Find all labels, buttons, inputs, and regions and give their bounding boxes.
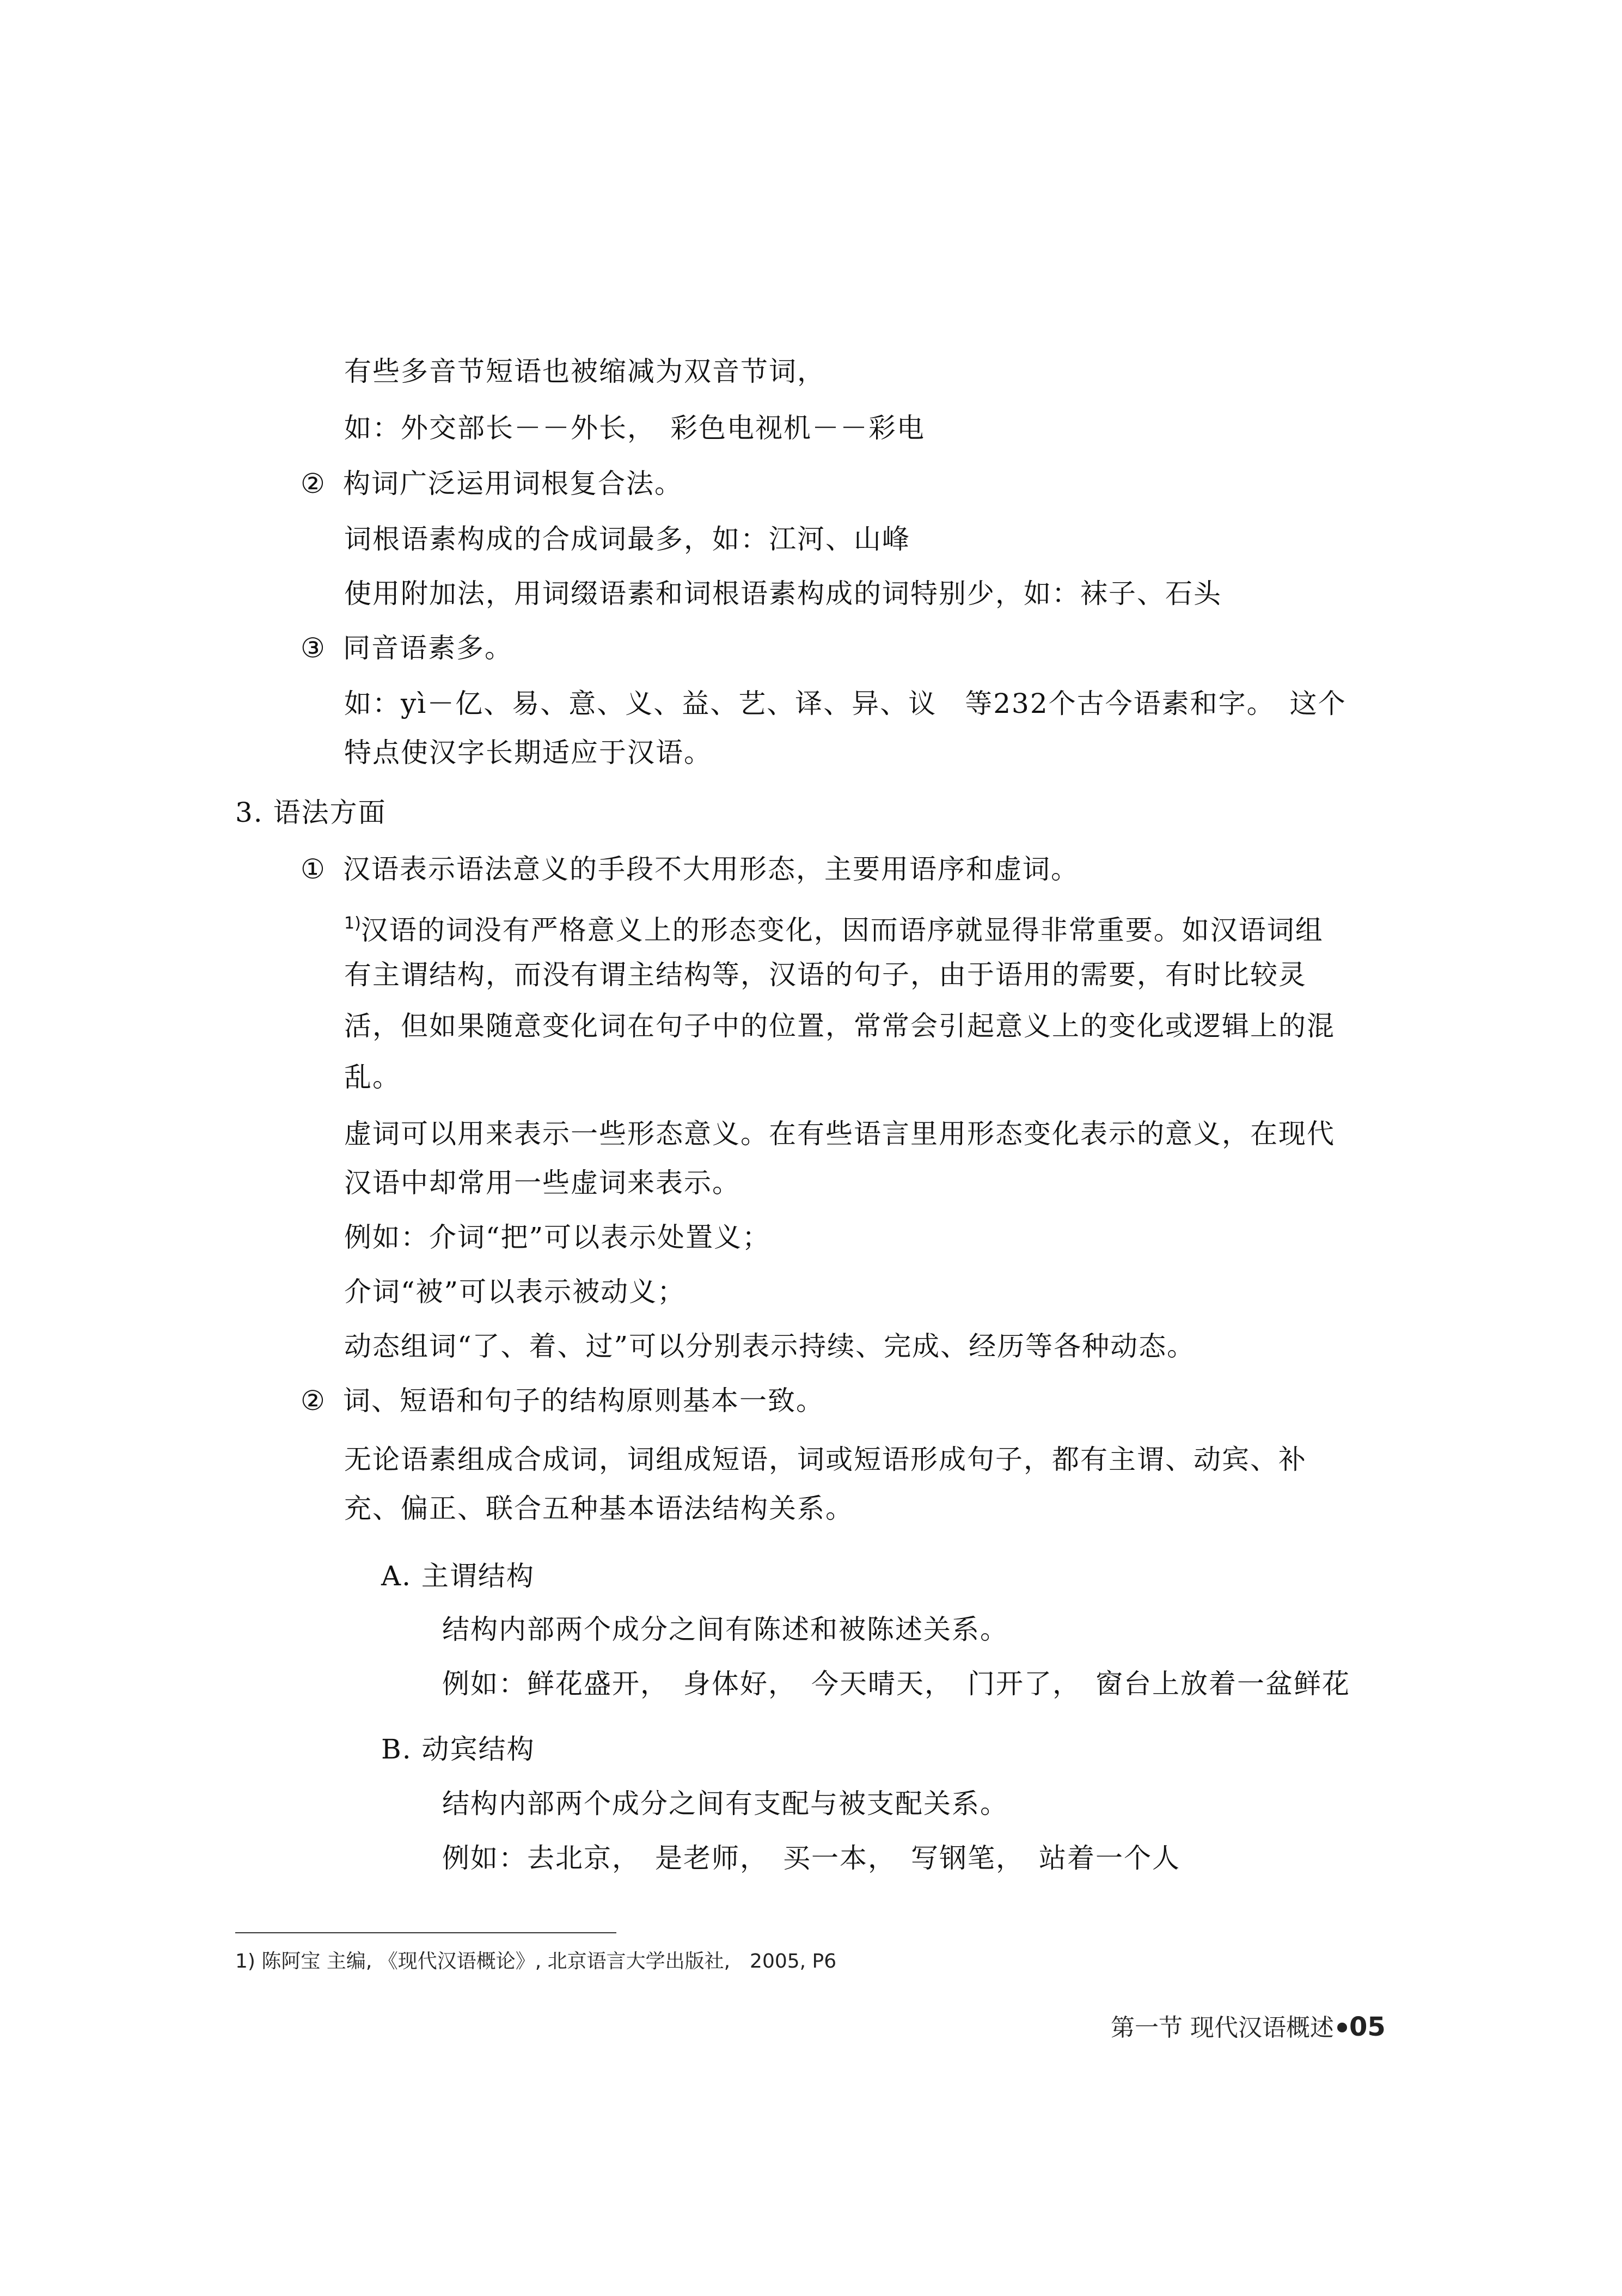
l16: 汉语中却常用一些虚词来表示。 [344,1167,740,1199]
item-text: 同音语素多。 [343,632,513,664]
item-text: 构词广泛运用词根复合法。 [343,468,683,499]
l11 [344,906,1324,948]
item-text: 汉语表示语法意义的手段不大用形态，主要用语序和虚词。 [343,853,1079,885]
item-number: ② [301,1385,326,1416]
l05: 使用附加法，用词缀语素和词根语素构成的词特别少，如：袜子、石头 [344,578,1222,609]
l08: 特点使汉字长期适应于汉语。 [344,737,712,768]
l12: 有主谓结构，而没有谓主结构等，汉语的句子，由于语用的需要，有时比较灵 [344,959,1307,991]
l19: 动态组词“了、着、过”可以分别表示持续、完成、经历等各种动态。 [344,1330,1196,1362]
item-number: ① [301,853,326,885]
l13: 活，但如果随意变化词在句子中的位置，常常会引起意义上的变化或逻辑上的混 [344,1010,1335,1042]
l07: 如：yì－亿、易、意、义、益、艺、译、异、议 等232个古今语素和字。 这个 [344,688,1346,719]
item-text: 词、短语和句子的结构原则基本一致。 [343,1385,824,1416]
l27: 结构内部两个成分之间有支配与被支配关系。 [442,1788,1008,1819]
page-footer [1111,2011,1386,2044]
bullet-icon [1337,2023,1347,2032]
footnote-ref: 1) [344,914,361,933]
page-number: 05 [1349,2012,1386,2042]
section-heading-grammar: 3. 语法方面 [235,797,387,828]
l24: 结构内部两个成分之间有陈述和被陈述关系。 [442,1614,1008,1645]
item-number: ③ [301,632,326,664]
l01: 有些多音节短语也被缩减为双音节词， [344,356,825,387]
subheading-b: B. 动宾结构 [381,1733,535,1765]
l11-text: 汉语的词没有严格意义上的形态变化，因而语序就显得非常重要。如汉语词组 [360,914,1324,946]
footnote-divider [235,1932,616,1933]
l15: 虚词可以用来表示一些形态意义。在有些语言里用形态变化表示的意义，在现代 [344,1118,1335,1150]
l28: 例如：去北京， 是老师， 买一本， 写钢笔， 站着一个人 [442,1842,1180,1874]
item-number: ② [301,468,326,499]
footnote: 1) 陈阿宝 主编, 《现代汉语概论》, 北京语言大学出版社, 2005, P6 [235,1950,837,1973]
list-item-2-grammar [301,1383,824,1418]
list-item-1-grammar [301,852,1079,887]
l22: 充、偏正、联合五种基本语法结构关系。 [344,1493,854,1524]
subheading-a: A. 主谓结构 [381,1560,535,1592]
list-item-2-lexical [301,466,683,501]
l14: 乱。 [344,1061,401,1093]
running-title: 第一节 现代汉语概述 [1111,2014,1334,2042]
l04: 词根语素构成的合成词最多，如：江河、山峰 [344,523,910,555]
l21: 无论语素组成合成词，词组成短语，词或短语形成句子，都有主谓、动宾、补 [344,1444,1307,1475]
list-item-3-lexical [301,631,513,665]
l25: 例如：鲜花盛开， 身体好， 今天晴天， 门开了， 窗台上放着一盆鲜花 [442,1668,1350,1700]
l02: 如：外交部长－－外长， 彩色电视机－－彩电 [344,412,925,444]
l18: 介词“被”可以表示被动义； [344,1276,686,1308]
l17: 例如：介词“把”可以表示处置义； [344,1222,771,1253]
